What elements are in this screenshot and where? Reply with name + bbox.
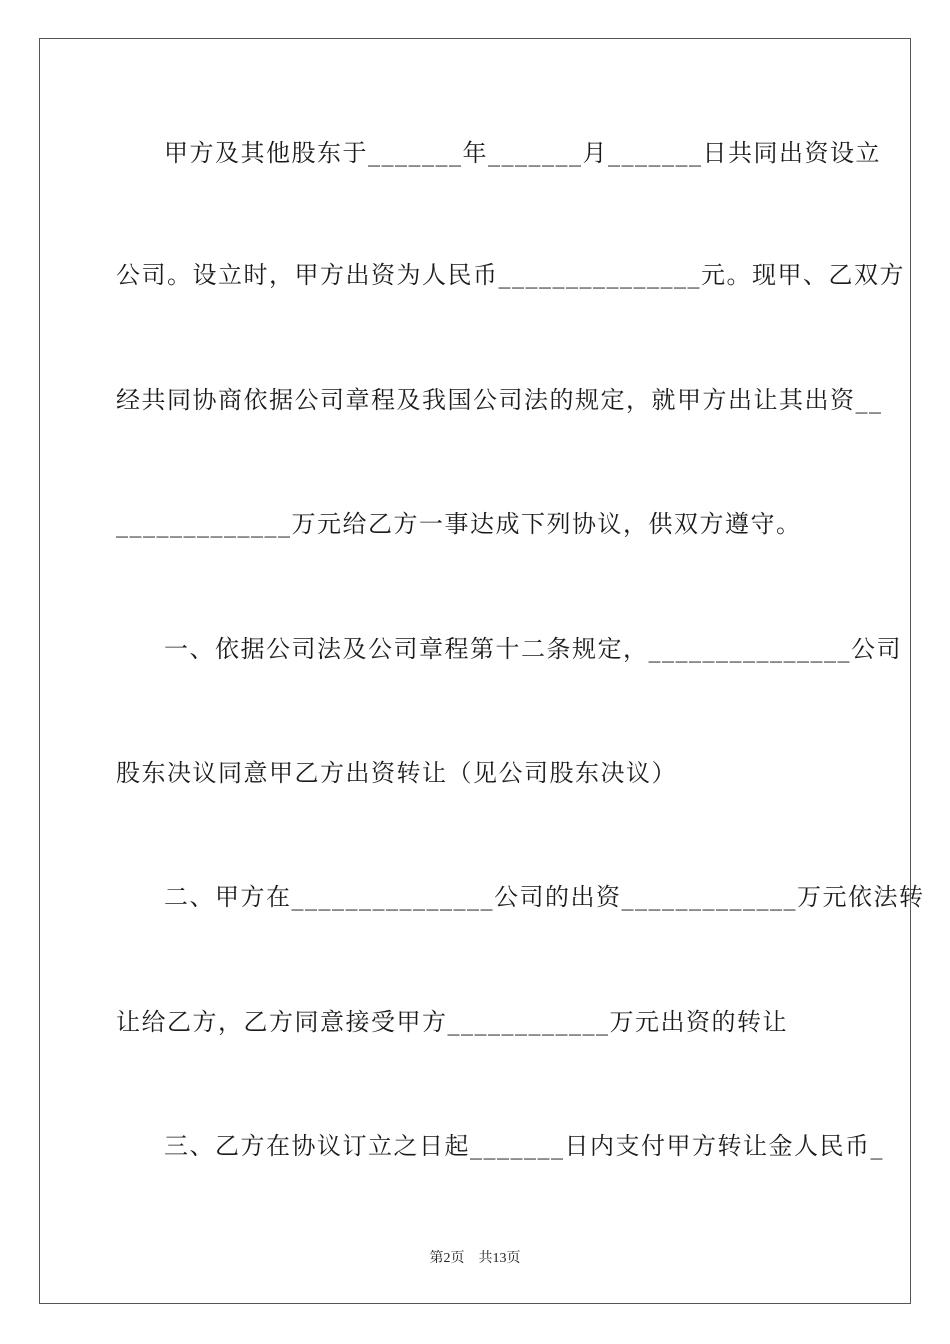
paragraph-line-6: 股东决议同意甲乙方出资转让（见公司股东决议） bbox=[116, 759, 677, 787]
page-frame bbox=[39, 38, 925, 1304]
paragraph-line-9: 三、乙方在协议订立之日起_______日内支付甲方转让金人民币_ bbox=[164, 1132, 884, 1160]
paragraph-line-4: _____________万元给乙方一事达成下列协议，供双方遵守。 bbox=[116, 510, 802, 538]
paragraph-line-5: 一、依据公司法及公司章程第十二条规定，_______________公司 bbox=[164, 635, 902, 663]
paragraph-line-2: 公司。设立时，甲方出资为人民币_______________元。现甲、乙双方 bbox=[116, 261, 905, 289]
paragraph-line-8: 让给乙方，乙方同意接受甲方____________万元出资的转让 bbox=[116, 1008, 788, 1036]
paragraph-line-1: 甲方及其他股东于_______年_______月_______日共同出资设立 bbox=[164, 139, 881, 167]
page-number-footer: 第2页 共13页 bbox=[429, 1251, 521, 1266]
paragraph-line-7: 二、甲方在_______________公司的出资_____________万元依法转 bbox=[164, 883, 925, 911]
paragraph-line-3: 经共同协商依据公司章程及我国公司法的规定，就甲方出让其出资__ bbox=[116, 386, 883, 414]
